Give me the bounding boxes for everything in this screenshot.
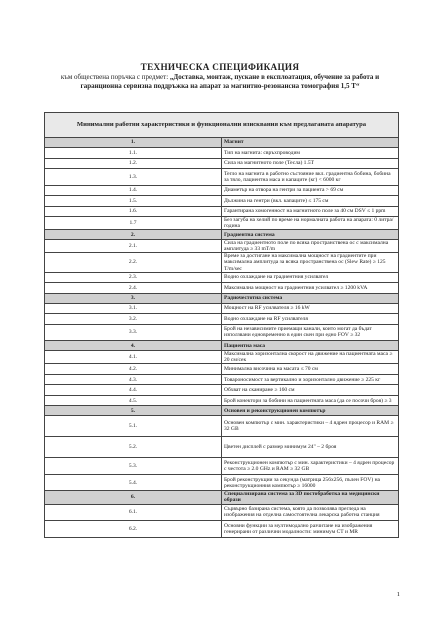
table-row (45, 374, 399, 385)
table-row (45, 148, 399, 159)
table-row (45, 437, 399, 458)
subtitle-lead: към обществена поръчка с предмет: (60, 73, 170, 81)
table-row (45, 314, 399, 325)
table-row (45, 324, 399, 341)
table-row (45, 395, 399, 406)
requirement-text: Водно охлаждане на RF усилвателя (222, 314, 399, 325)
table-row (45, 253, 399, 272)
page-number: 1 (396, 591, 400, 598)
specification-table (44, 112, 399, 538)
row-number: 5.3. (45, 458, 222, 475)
table-row (45, 272, 399, 283)
table-header-row (45, 113, 399, 138)
requirement-text: Диаметър на отвора на гентри за пациента > 69 см (222, 185, 399, 196)
row-number: 2.2. (45, 253, 222, 272)
row-number: 4.3. (45, 374, 222, 385)
document-subtitle (44, 73, 396, 90)
row-number: 6.1. (45, 504, 222, 521)
requirement-text: Основен компютър с мин. характеристики – 4 ядрен процесор и RAM ≥ 32 GB (222, 416, 399, 437)
row-number: 5. (45, 406, 222, 416)
requirement-text: Максимална мощност на градиентния усилвател ≥ 1200 kVA (222, 283, 399, 294)
requirement-text: Тегло на магнита в работно състояние вкл. градиентна бобина, бобина за тяло, пациентна маса и капаците (кг) < 6000 кг (222, 169, 399, 186)
row-number: 4.4. (45, 385, 222, 396)
section-title: Пациентна маса (222, 341, 399, 351)
table-row (45, 385, 399, 396)
row-number: 6. (45, 491, 222, 504)
table-row (45, 169, 399, 186)
row-number: 1.3. (45, 169, 222, 186)
subtitle-subject: „Доставка, монтаж, пускане в експлоатация, обучение за работа и гаранционна сервизна поддръжка на апарат за магнитно-резонансна томография 1,5 Т“ (80, 73, 380, 90)
requirement-text: Товароносимост за вертикално и хоризонтално движение ≥ 225 кг (222, 374, 399, 385)
requirement-text: Брой конектори за бобини на пациентната маса (да се посочи броя) ≥ 3 (222, 395, 399, 406)
section-row (45, 230, 399, 240)
requirement-text: Брой на независимите приемащи канали, които могат да бъдат използвани едновременно в един скен при едно FOV ≥ 32 (222, 324, 399, 341)
requirement-text: Време за достигане на максимална мощност на градиентите при максимална амплитуда за всяка пространствена ос (Slew Rate) ≥ 125 T/m/sec (222, 253, 399, 272)
row-number: 2. (45, 230, 222, 240)
section-row (45, 293, 399, 303)
requirement-text: Сървърно базирана система, която да позволява прегледа на изображения на отделна самостоятелна лекарска работна станция (222, 504, 399, 521)
row-number: 1. (45, 138, 222, 148)
table-row (45, 206, 399, 217)
section-row (45, 138, 399, 148)
row-number: 3.1. (45, 303, 222, 314)
requirement-text: Реконструкционен компютър с мин. характеристики – 4 ядрен процесор с честота ≥ 2.0 GHz и RAM ≥ 32 GB (222, 458, 399, 475)
row-number: 3. (45, 293, 222, 303)
row-number: 1.4. (45, 185, 222, 196)
requirement-text: Сила на магнитното поле (Тесла) 1.5Т (222, 158, 399, 169)
section-row (45, 341, 399, 351)
row-number: 4. (45, 341, 222, 351)
row-number: 1.2. (45, 158, 222, 169)
table-row (45, 196, 399, 207)
table-row (45, 458, 399, 475)
section-title: Специализирана система за 3D постобработка на медицински образи (222, 491, 399, 504)
row-number: 3.3. (45, 324, 222, 341)
table-row (45, 240, 399, 253)
document-title: ТЕХНИЧЕСКА СПЕЦИФИКАЦИЯ (140, 62, 300, 72)
requirement-text: Брой реконструкции за секунда (матрица 256x256, пълен FOV) на реконструкционния компютър ≥ 16000 (222, 474, 399, 491)
requirement-text: Дължина на гентри (вкл. капаците) ≤ 175 см (222, 196, 399, 207)
table-row (45, 521, 399, 538)
table-row (45, 217, 399, 230)
requirement-text: Обхват на сканиране ≥ 160 см (222, 385, 399, 396)
row-number: 2.3. (45, 272, 222, 283)
table-row (45, 364, 399, 375)
requirement-text: Минимална височина на масата ≤ 70 см (222, 364, 399, 375)
row-number: 2.1. (45, 240, 222, 253)
requirement-text: Тип на магнита: свръхпроводим (222, 148, 399, 159)
row-number: 1.6. (45, 206, 222, 217)
section-title: Градиентна система (222, 230, 399, 240)
row-number: 1.1. (45, 148, 222, 159)
table-row (45, 351, 399, 364)
row-number: 2.4. (45, 283, 222, 294)
section-row (45, 491, 399, 504)
section-title: Радиочестотна система (222, 293, 399, 303)
requirement-text: Водно охлаждане на градиентния усилвател (222, 272, 399, 283)
row-number: 5.4. (45, 474, 222, 491)
row-number: 3.2. (45, 314, 222, 325)
requirement-text: Сила на градиентното поле по всяка пространствена ос с максимална амплитуда ≥ 33 mT/m (222, 240, 399, 253)
requirement-text: Мощност на RF усилвателя ≥ 16 kW (222, 303, 399, 314)
table-row (45, 474, 399, 491)
table-row (45, 185, 399, 196)
table-row (45, 303, 399, 314)
requirement-text: Цветен дисплей с размер минимум 24" – 2 броя (222, 437, 399, 458)
row-number: 5.1. (45, 416, 222, 437)
requirement-text: Гарантирана хомогенност на магнитното поле за 40 см DSV ≤ 1 ppm (222, 206, 399, 217)
row-number: 5.2. (45, 437, 222, 458)
row-number: 4.2. (45, 364, 222, 375)
table-row (45, 283, 399, 294)
table-header: Минимални работни характеристики и функционални изисквания към предлаганата апаратура (45, 113, 399, 138)
table-row (45, 504, 399, 521)
requirement-text: Максимална хоризонтална скорост на движение на пациентната маса ≥ 20 см/сек (222, 351, 399, 364)
section-title: Магнит (222, 138, 399, 148)
row-number: 4.1. (45, 351, 222, 364)
section-row (45, 406, 399, 416)
row-number: 1.7 (45, 217, 222, 230)
row-number: 6.2. (45, 521, 222, 538)
requirement-text: Основни функции за мултимодално разчитане на изображения генерирани от различни модалности: минимум CT и MR (222, 521, 399, 538)
section-title: Основен и реконструкционен компютър (222, 406, 399, 416)
table-row (45, 416, 399, 437)
row-number: 1.5. (45, 196, 222, 207)
requirement-text: Без загуба на хелий по време на нормалната работа на апарата: 0 литра/година (222, 217, 399, 230)
row-number: 4.5. (45, 395, 222, 406)
table-row (45, 158, 399, 169)
